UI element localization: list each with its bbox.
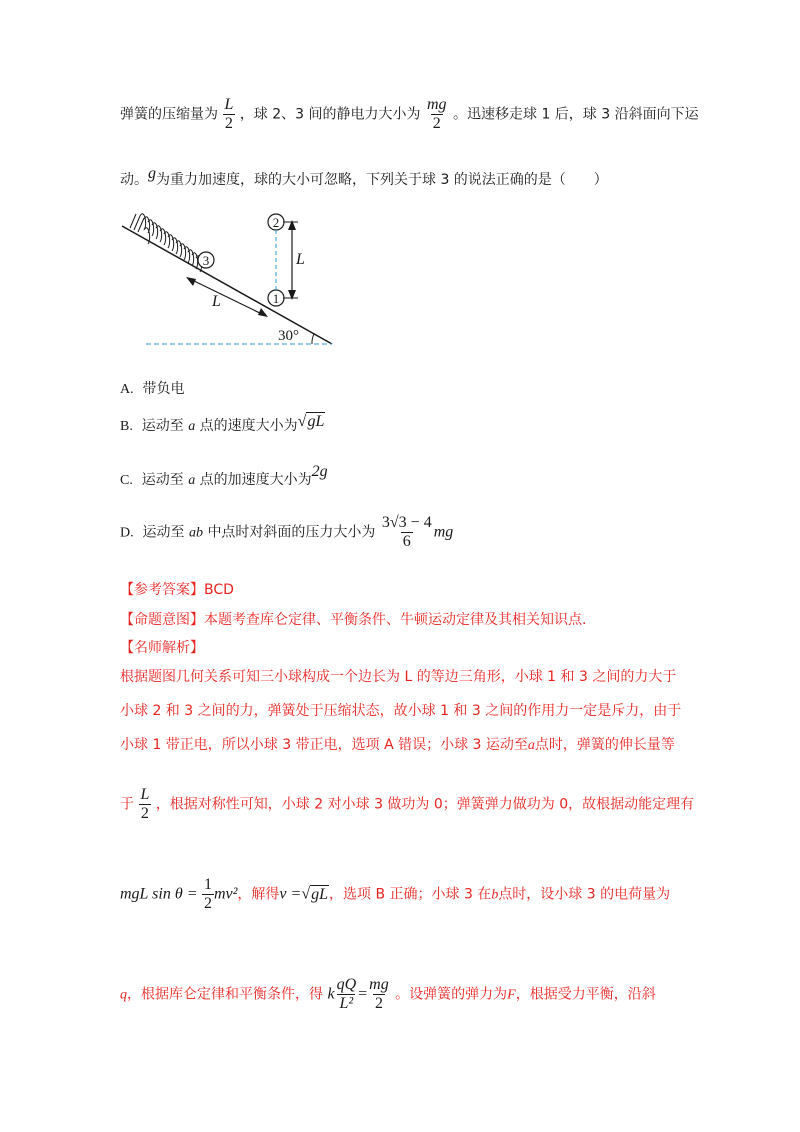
text: 点的加速度大小为: [199, 472, 312, 488]
arrow-head-right: [258, 308, 268, 317]
sqrt-radicand: gL: [307, 413, 325, 430]
arrow-head-left: [186, 277, 196, 286]
frac-num: 3√3 − 4: [381, 514, 432, 531]
equation-right: mv²: [213, 885, 238, 903]
analysis-title: 【名师解析】: [120, 640, 204, 656]
text: 运动至: [141, 418, 184, 434]
wall-hatch: [130, 214, 144, 232]
ball-2-label: 2: [272, 215, 280, 230]
frac-num: L: [224, 96, 234, 113]
frac-num: L: [140, 786, 150, 803]
var-v: v =: [279, 885, 302, 903]
text: ，根据受力平衡，沿斜: [515, 986, 656, 1003]
equation-left: mgL sin θ =: [120, 885, 198, 903]
option-b-prefix: B.: [120, 419, 133, 434]
text: 运动至: [141, 472, 184, 488]
frac-den: 6: [402, 533, 411, 550]
var-b: b: [491, 887, 499, 903]
frac-num: qQ: [336, 976, 357, 993]
spring: [140, 214, 202, 272]
var-k: k: [327, 985, 335, 1003]
text: 为重力加速度，球的大小可忽略，下列关于球 3 的说法正确的是（ ）: [156, 172, 608, 188]
text: 弹簧的压缩量为: [120, 106, 218, 123]
var-a: a: [188, 473, 196, 488]
option-a: [120, 379, 185, 400]
frac-den: L²: [339, 995, 354, 1012]
angle-arc: [312, 334, 314, 344]
option-a-prefix: A.: [120, 382, 134, 397]
answer-line: 【参考答案】BCD: [120, 582, 234, 598]
problem-line-1: [120, 96, 699, 133]
fraction-mg-over-2: [425, 96, 449, 133]
analysis-p2: 小球 2 和 3 之间的力，弹簧处于压缩状态，故小球 1 和 3 之间的作用力一定是斥力，由于: [120, 703, 682, 719]
sqrt-radicand: gL: [311, 885, 328, 903]
frac-num: mg: [426, 96, 447, 113]
fraction-mg-over-2: [367, 976, 391, 1013]
option-c-prefix: C.: [120, 473, 133, 488]
analysis-p1: 根据题图几何关系可知三小球构成一个边长为 L 的等边三角形，小球 1 和 3 之间的力大于: [120, 669, 677, 685]
var-ab: ab: [188, 525, 203, 541]
option-b: [120, 413, 325, 437]
problem-line-2: [120, 165, 608, 190]
analysis-p3: [120, 735, 675, 756]
frac-den: 2: [374, 995, 383, 1012]
option-a-text: 带负电: [142, 381, 185, 397]
text: ，根据对称性可知，小球 2 对小球 3 做功为 0；弹簧弹力做功为 0，故根据动能定理有: [155, 796, 695, 813]
option-c: [120, 463, 328, 491]
text: 。迅速移走球 1 后，球 3 沿斜面向下运: [453, 106, 699, 123]
text: 。设弹簧的弹力为: [395, 986, 508, 1003]
text: ，根据库仑定律和平衡条件，得: [127, 986, 323, 1003]
equals-sign: =: [358, 985, 368, 1003]
frac-num: 1: [203, 876, 212, 893]
frac-num: mg: [369, 976, 389, 993]
frac-den: 2: [203, 895, 212, 912]
label-l-vertical: L: [296, 251, 305, 268]
incline-line: [122, 226, 332, 344]
text: ，选项 B 正确；小球 3 在: [329, 886, 492, 903]
intent-line: 【命题意图】本题考查库仑定律、平衡条件、牛顿运动定律及其相关知识点.: [120, 612, 587, 628]
ball-1-label: 1: [272, 291, 280, 306]
slope-arrow: [188, 278, 266, 316]
text: 点的速度大小为: [199, 418, 298, 434]
angle-label: 30°: [278, 328, 299, 344]
option-d-prefix: D.: [120, 525, 134, 541]
incline-figure: [120, 198, 340, 348]
text: 点时，弹簧的伸长量等: [534, 737, 675, 753]
fraction-l-over-2: [138, 786, 151, 823]
var-a: a: [188, 419, 196, 434]
text: 动。: [120, 172, 148, 188]
mg: mg: [433, 523, 454, 541]
expr-2g: 2g: [311, 463, 328, 480]
text: 于: [120, 796, 134, 813]
text: 点时，设小球 3 的电荷量为: [498, 886, 671, 903]
frac-den: 2: [140, 805, 149, 822]
text: 小球 1 带正电，所以小球 3 带正电，选项 A 错误；小球 3 运动至: [120, 737, 528, 753]
fraction-qq-over-l2: [335, 976, 359, 1013]
sqrt-gl: √gL: [301, 885, 328, 903]
option-d: [120, 514, 453, 551]
var-f: F: [507, 987, 516, 1003]
frac-den: 2: [224, 115, 233, 132]
text: ，球 2、3 间的静电力大小为: [239, 106, 421, 123]
symbol-g: g: [148, 165, 156, 182]
var-a: a: [527, 738, 535, 753]
label-l-slope: L: [212, 293, 221, 310]
text: ，解得: [237, 886, 280, 903]
analysis-p5: [120, 876, 670, 913]
var-q: q: [120, 987, 127, 1003]
text: 运动至: [142, 524, 185, 541]
fraction-l-over-2: [222, 96, 235, 133]
fraction-d: [380, 514, 434, 551]
frac-den: 2: [432, 115, 441, 132]
analysis-p6: [120, 976, 656, 1013]
sqrt-gl: √gL: [297, 413, 325, 430]
text: 中点时对斜面的压力大小为: [207, 524, 376, 541]
analysis-p4: [120, 786, 694, 823]
ball-3-label: 3: [202, 253, 210, 268]
fraction-half: [202, 876, 214, 913]
